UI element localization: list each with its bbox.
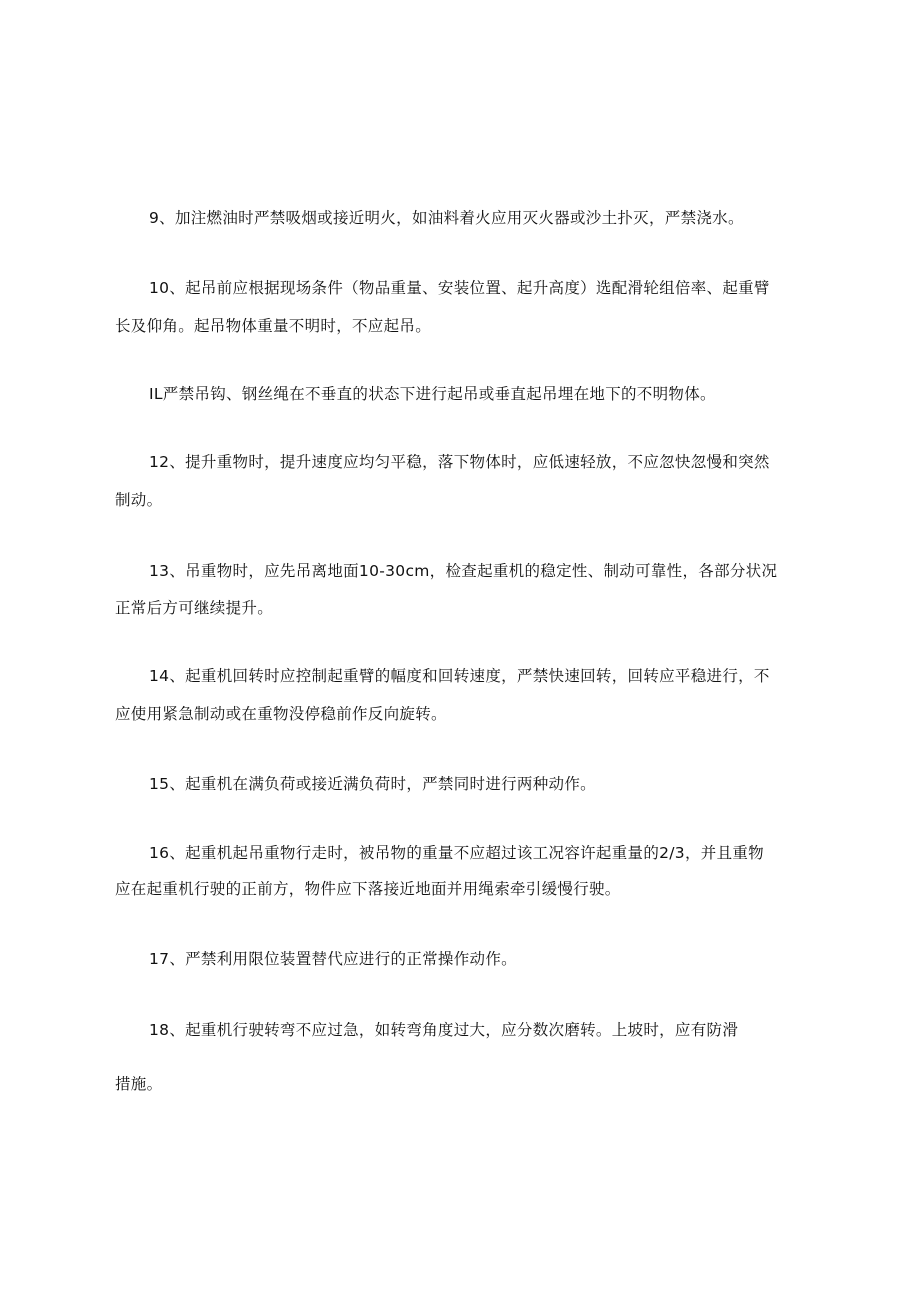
item-10-line-2: 长及仰角。起吊物体重量不明时，不应起吊。 bbox=[115, 317, 432, 335]
item-18-line-2: 措施。 bbox=[115, 1075, 163, 1093]
item-12-line-2: 制动。 bbox=[115, 491, 163, 509]
item-15-line-1: 15、起重机在满负荷或接近满负荷时，严禁同时进行两种动作。 bbox=[149, 775, 596, 793]
item-16-line-2: 应在起重机行驶的正前方，物件应下落接近地面并用绳索牵引缓慢行驶。 bbox=[115, 880, 621, 898]
item-13-line-2: 正常后方可继续提升。 bbox=[115, 599, 274, 617]
item-10-line-1: 10、起吊前应根据现场条件（物品重量、安装位置、起升高度）选配滑轮组倍率、起重臂 bbox=[149, 279, 770, 297]
item-17-line-1: 17、严禁利用限位装置替代应进行的正常操作动作。 bbox=[149, 950, 517, 968]
item-13-line-1: 13、吊重物时，应先吊离地面10-30cm，检查起重机的稳定性、制动可靠性，各部分状况 bbox=[149, 562, 778, 580]
item-14-line-1: 14、起重机回转时应控制起重臂的幅度和回转速度，严禁快速回转，回转应平稳进行，不 bbox=[149, 667, 770, 685]
item-11-line-1: IL严禁吊钩、钢丝绳在不垂直的状态下进行起吊或垂直起吊埋在地下的不明物体。 bbox=[149, 385, 716, 403]
item-12-line-1: 12、提升重物时，提升速度应均匀平稳，落下物体时，应低速轻放，不应忽快忽慢和突然 bbox=[149, 453, 770, 471]
item-18-line-1: 18、起重机行驶转弯不应过急，如转弯角度过大，应分数次磨转。上坡时，应有防滑 bbox=[149, 1021, 739, 1039]
item-9-line-1: 9、加注燃油时严禁吸烟或接近明火，如油料着火应用灭火器或沙土扑灭，严禁浇水。 bbox=[149, 209, 744, 227]
item-14-line-2: 应使用紧急制动或在重物没停稳前作反向旋转。 bbox=[115, 705, 447, 723]
item-16-line-1: 16、起重机起吊重物行走时，被吊物的重量不应超过该工况容许起重量的2/3，并且重物 bbox=[149, 844, 764, 862]
